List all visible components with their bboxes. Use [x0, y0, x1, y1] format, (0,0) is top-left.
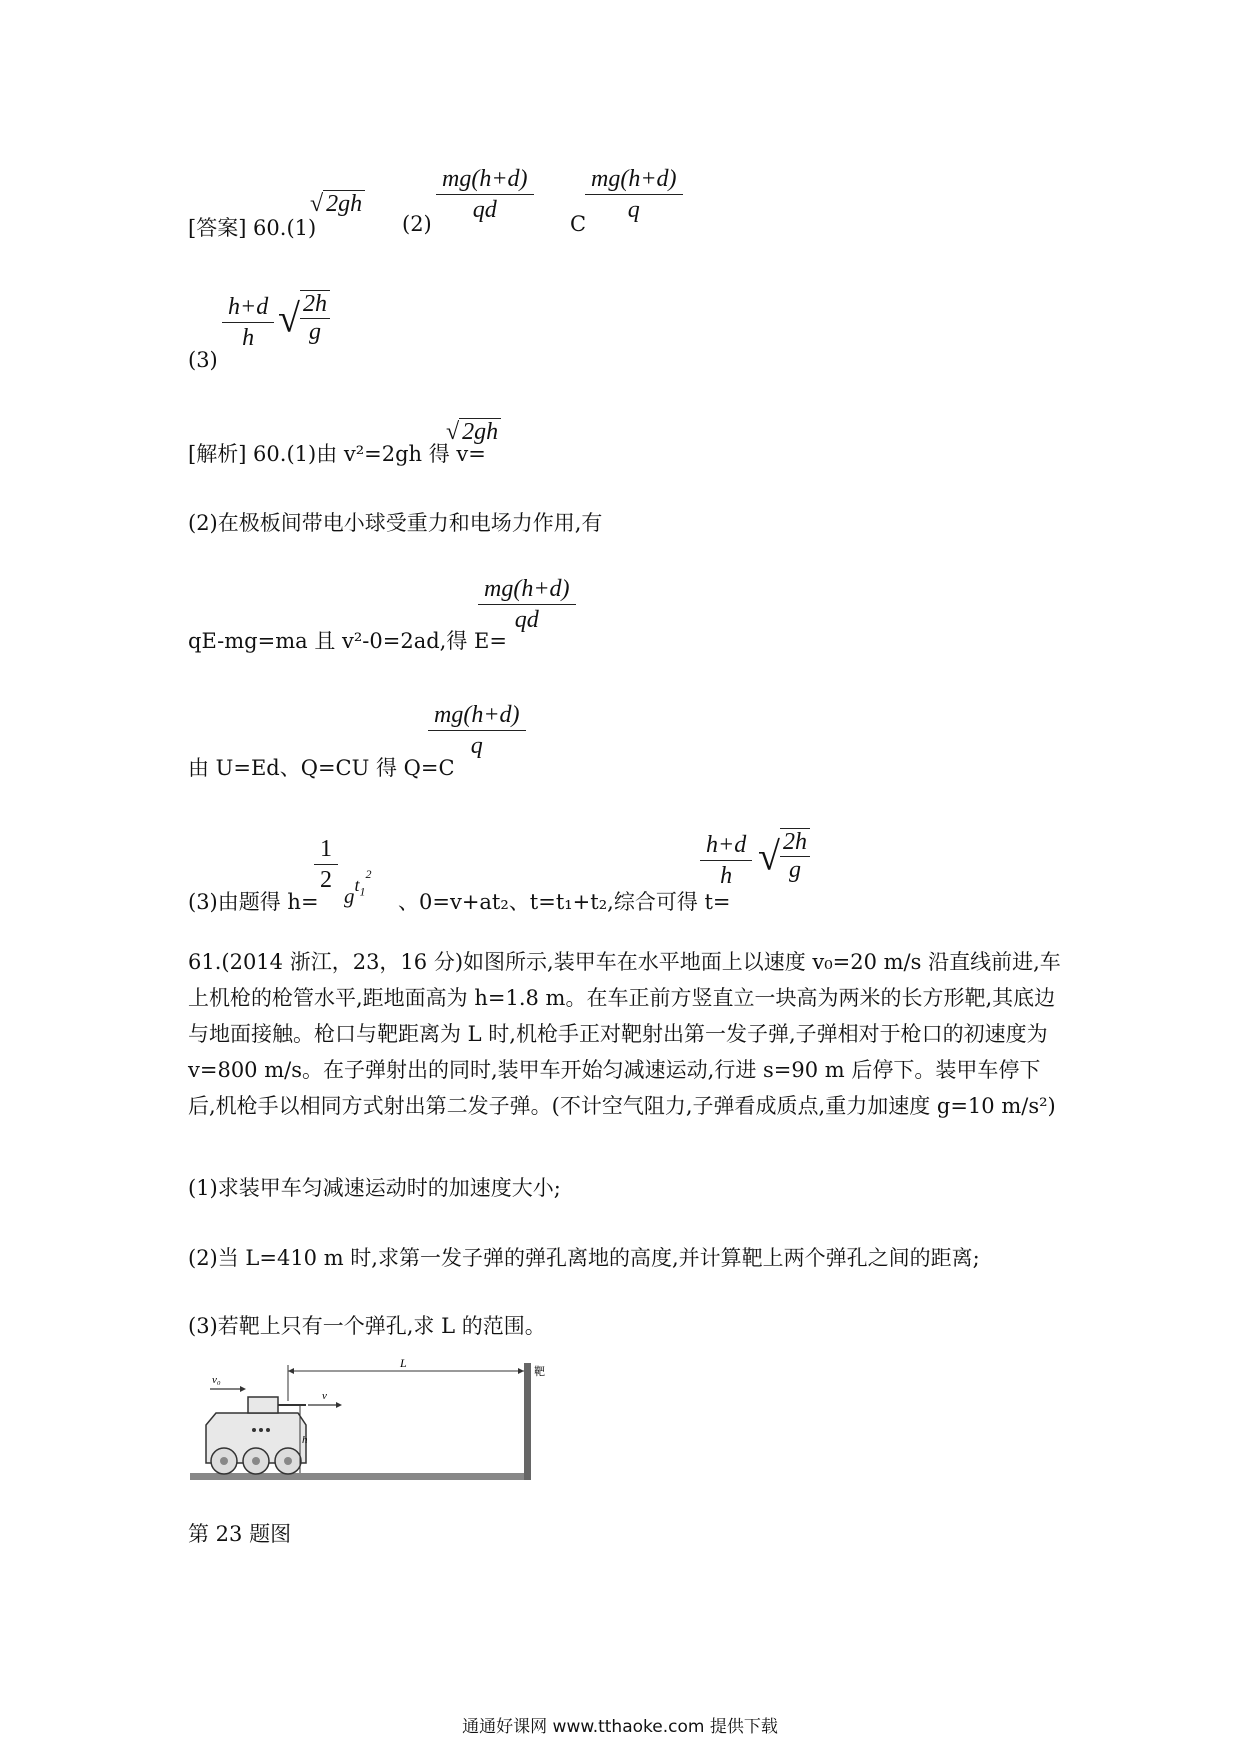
analysis-fraction-Q: $\frac{mg(h+d)}{q}$: [428, 700, 526, 761]
answer-part2-label: (2): [402, 212, 432, 236]
problem-61-q3: (3)若靶上只有一个弹孔,求 L 的范围。: [188, 1314, 546, 1338]
analysis-g: $gt_1^2$: [344, 867, 372, 908]
target-board: [524, 1363, 531, 1480]
analysis-line-3: qE-mg=ma 且 v²-0=2ad,得 E=: [188, 629, 507, 653]
label-h: h: [302, 1434, 308, 1446]
problem-61-q1: (1)求装甲车匀减速运动时的加速度大小;: [188, 1176, 561, 1200]
label-v0: v₀: [212, 1374, 221, 1386]
car-turret: [248, 1397, 278, 1413]
analysis-line-2: (2)在极板间带电小球受重力和电场力作用,有: [188, 511, 603, 535]
answer-sqrt-2h-g: √ $\frac{2h}{g}$: [278, 290, 330, 346]
label-L: L: [400, 1356, 407, 1370]
problem-61-text: 61.(2014 浙江，23，16 分)如图所示,装甲车在水平地面上以速度 v₀=20 m/s 沿直线前进,车上机枪的枪管水平,距地面高为 h=1.8 m。在车正前方竖直立一块高为两米的长方形靶,其底边与地面接触。枪口与靶距离为 L 时,机枪手正对靶射出第一发子弹,子弹相对于枪口的初速度为 v=800 m/s。在子弹射出的同时,装甲车开始匀减速运动,行进 s=90 m 后停下。装甲车停下后,机枪手以相同方式射出第二发子弹。(不计空气阻力,子弹看成质点,重力加速度 g=10 m/s²): [188, 950, 1061, 1118]
answer-c-label: C: [570, 212, 587, 236]
answer-sqrt-2gh: √ 2gh: [310, 190, 365, 218]
analysis-fraction-t: $\frac{h+d}{h}$: [700, 830, 752, 891]
analysis-sqrt-2h-g: √ $\frac{2h}{g}$: [758, 828, 810, 884]
problem-61-q2: (2)当 L=410 m 时,求第一发子弹的弹孔离地的高度,并计算靶上两个弹孔之间的距离;: [188, 1246, 980, 1270]
analysis-line-4: 由 U=Ed、Q=CU 得 Q=C: [188, 756, 455, 780]
page-footer: 通通好课网 www.tthaoke.com 提供下载: [462, 1717, 778, 1737]
figure-caption: 第 23 题图: [188, 1522, 292, 1546]
label-v: v: [322, 1390, 327, 1402]
analysis-sqrt-2gh: √ 2gh: [446, 418, 501, 446]
analysis-fraction-half: $\frac{1}{2}$: [314, 834, 338, 895]
answer-part3-label: (3): [188, 348, 218, 372]
answer-label: [答案] 60.(1): [188, 216, 317, 240]
answer-fraction-Q: $\frac{mg(h+d)}{q}$: [585, 164, 683, 225]
label-target: 靶: [534, 1365, 545, 1378]
analysis-fraction-E: $\frac{mg(h+d)}{qd}$: [478, 574, 576, 635]
analysis-line-5b: 、0=v+at₂、t=t₁+t₂,综合可得 t=: [398, 890, 731, 914]
analysis-line-1: [解析] 60.(1)由 v²=2gh 得 v=: [188, 442, 486, 466]
ground: [190, 1473, 530, 1480]
answer-fraction-E: $\frac{mg(h+d)}{qd}$: [436, 164, 534, 225]
analysis-line-5a: (3)由题得 h=: [188, 890, 319, 914]
answer-fraction-t: $\frac{h+d}{h}$: [222, 292, 274, 353]
armored-car-figure: [188, 1355, 548, 1495]
